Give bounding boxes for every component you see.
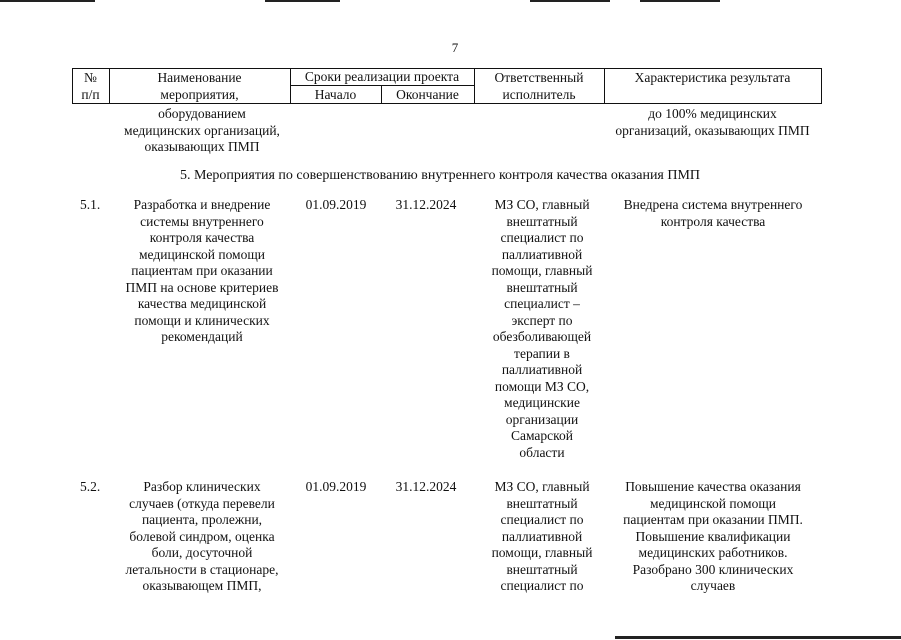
text-line: рекомендаций [161, 329, 243, 344]
text-line: оказывающих ПМП [144, 139, 260, 154]
text-line: случаев (откуда перевели [129, 495, 275, 511]
text-line: помощи, главный [491, 263, 593, 278]
continuation-result [600, 106, 825, 139]
text-line: специалист – [504, 296, 580, 311]
text-line: до 100% медицинских [648, 106, 777, 121]
text-line: медицинских организаций, [124, 122, 280, 138]
scan-edge-mark [615, 636, 901, 639]
row-name [112, 479, 292, 595]
table-header [72, 68, 822, 104]
row-name [112, 197, 292, 346]
text-line: оказывающем ПМП, [142, 578, 262, 593]
row-responsible [478, 479, 606, 595]
text-line: специалист по [500, 512, 584, 527]
header-name [109, 69, 290, 103]
scan-edge-mark [530, 0, 610, 2]
text-line: МЗ СО, главный [494, 479, 590, 494]
header-responsible [474, 69, 604, 103]
text-line: пациента, пролежни, [141, 512, 263, 527]
text-line: специалист по [500, 230, 584, 245]
text-line: Самарской [510, 428, 574, 443]
text-line: эксперт по [511, 312, 573, 328]
scan-edge-mark [265, 0, 340, 2]
text-line: терапии в [514, 345, 570, 361]
row-end-date: 31.12.2024 [395, 197, 457, 212]
text-line: пациентам при оказании [131, 263, 273, 278]
text-line: случаев [690, 578, 736, 593]
header-end: Окончание [396, 87, 459, 102]
text-line: специалист по [500, 578, 584, 593]
text-line: Повышение квалификации [635, 528, 791, 544]
text-line: пациентам при оказании ПМП. [623, 512, 803, 527]
header-deadlines: Сроки реализации проекта [304, 69, 460, 84]
header-start: Начало [314, 87, 357, 102]
text-line: медицинских работников. [638, 545, 788, 560]
text-line: организаций, оказывающих ПМП [615, 122, 810, 138]
text-line: контроля качества [660, 213, 766, 229]
text-line: внештатный [506, 561, 578, 577]
text-line: внештатный [506, 495, 578, 511]
row-end-date: 31.12.2024 [395, 479, 457, 494]
text-line: медицинской помощи [139, 246, 265, 262]
header-result: Характеристика результата [634, 70, 791, 85]
text-line: Разбор клинических [143, 479, 261, 494]
section-title: 5. Мероприятия по совершенствованию внутреннего контроля качества оказания ПМП [179, 168, 701, 183]
header-name-line: мероприятия, [160, 87, 239, 102]
header-num-line: п/п [81, 87, 100, 102]
text-line: Разобрано 300 клинических [632, 561, 794, 577]
text-line: системы внутреннего [140, 213, 264, 229]
row-number: 5.1. [80, 197, 101, 212]
text-line: медицинские [504, 395, 580, 410]
text-line: Разработка и внедрение [133, 197, 271, 212]
header-num-line: № [84, 70, 97, 85]
text-line: помощи МЗ СО, [494, 378, 590, 394]
text-line: области [519, 444, 565, 460]
text-line: Внедрена система внутреннего [623, 197, 803, 212]
header-num [72, 69, 109, 103]
text-line: помощи, главный [491, 545, 593, 560]
text-line: боли, досуточной [151, 545, 253, 560]
row-number: 5.2. [80, 479, 101, 494]
text-line: паллиативной [501, 362, 583, 377]
text-line: контроля качества [149, 230, 255, 245]
text-line: паллиативной [501, 528, 583, 544]
row-start-date: 01.09.2019 [305, 479, 367, 494]
text-line: обезболивающей [492, 329, 592, 344]
header-name-line: Наименование [157, 70, 242, 85]
continuation-name [112, 106, 292, 156]
text-line: ПМП на основе критериев [125, 279, 279, 295]
header-responsible-line: Ответственный [494, 70, 584, 85]
text-line: медицинской помощи [650, 495, 776, 511]
text-line: качества медицинской [137, 296, 267, 311]
text-line: болевой синдром, оценка [129, 528, 275, 544]
text-line: МЗ СО, главный [494, 197, 590, 212]
row-start-date: 01.09.2019 [305, 197, 367, 212]
header-responsible-line: исполнитель [502, 87, 576, 102]
row-responsible [478, 197, 606, 461]
text-line: Повышение качества оказания [625, 479, 801, 494]
scan-edge-mark [0, 0, 95, 2]
row-result [603, 479, 823, 595]
row-result [603, 197, 823, 230]
text-line: внештатный [506, 279, 578, 295]
text-line: внештатный [506, 213, 578, 229]
text-line: паллиативной [501, 246, 583, 262]
scan-edge-mark [640, 0, 720, 2]
text-line: помощи и клинических [134, 312, 270, 328]
page-number: 7 [451, 40, 459, 55]
text-line: организации [505, 411, 579, 427]
text-line: летальности в стационаре, [125, 561, 279, 577]
text-line: оборудованием [158, 106, 246, 121]
